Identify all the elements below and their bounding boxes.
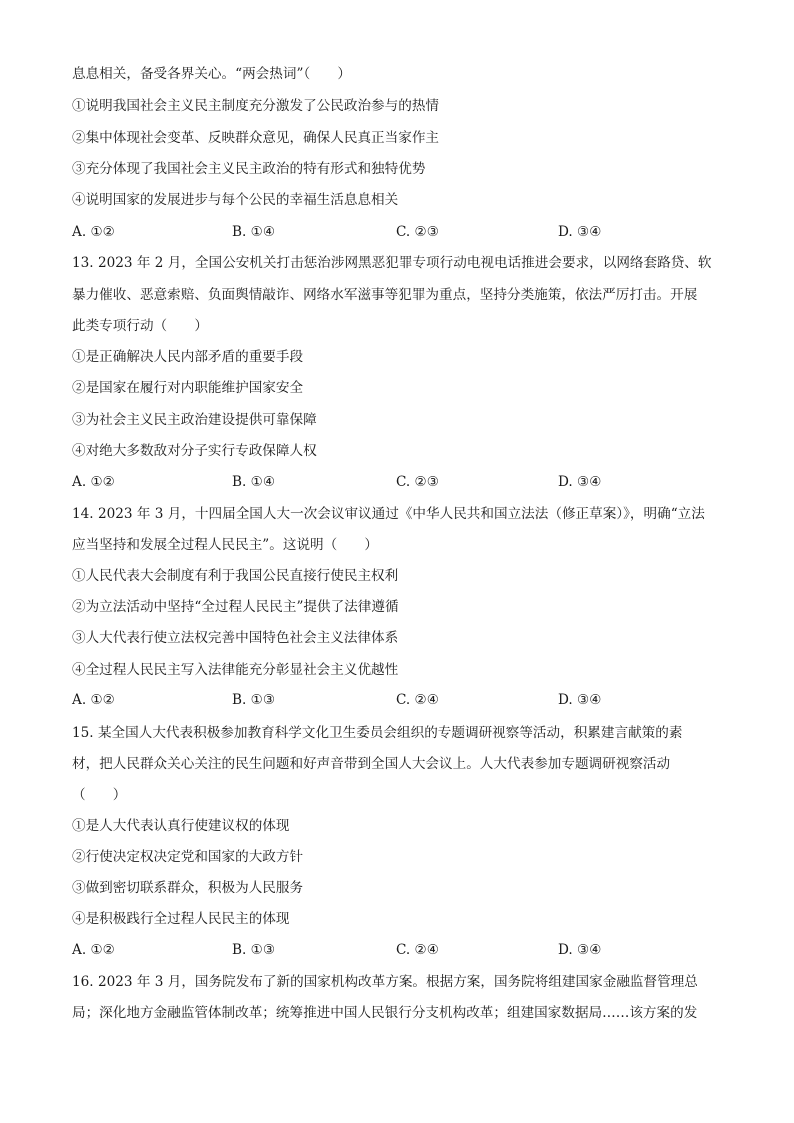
q14-stem-line-1: 14. 2023 年 3 月，十四届全国人大一次会议审议通过《中华人民共和国立法法（修正草案）》，明确“立法	[72, 506, 705, 522]
q14-statement-2: ②为立法活动中坚持“全过程人民民主”提供了法律遵循	[72, 599, 399, 615]
q15-option-d: D. ③④	[558, 942, 602, 958]
q14-statement-4: ④全过程人民民主写入法律能充分彰显社会主义优越性	[72, 662, 399, 678]
q12-statement-2: ②集中体现社会变革、反映群众意见，确保人民真正当家作主	[72, 130, 440, 146]
q13-option-a: A. ①②	[72, 474, 115, 490]
q14-option-d: D. ③④	[558, 692, 602, 708]
q14-stem-line-2: 应当坚持和发展全过程人民民主”。这说明（ ）	[72, 537, 379, 553]
q15-option-a: A. ①②	[72, 942, 115, 958]
q13-stem-line-1: 13. 2023 年 2 月，全国公安机关打击惩治涉网黑恶犯罪专项行动电视电话推进会要求，以网络套路贷、软	[72, 255, 712, 271]
q14-option-a: A. ①②	[72, 692, 115, 708]
q13-statement-3: ③为社会主义民主政治建设提供可靠保障	[72, 412, 317, 428]
q13-statement-1: ①是正确解决人民内部矛盾的重要手段	[72, 349, 304, 365]
q13-stem-line-2: 暴力催收、恶意索赔、负面舆情敲诈、网络水军滋事等犯罪为重点，坚持分类施策，依法严厉打击。开展	[72, 287, 698, 303]
q14-statement-3: ③人大代表行使立法权完善中国特色社会主义法律体系	[72, 630, 399, 646]
q14-statement-1: ①人民代表大会制度有利于我国公民直接行使民主权利	[72, 568, 399, 584]
q12-option-d: D. ③④	[558, 224, 602, 240]
q13-stem-line-3: 此类专项行动（ ）	[72, 318, 208, 334]
q12-statement-3: ③充分体现了我国社会主义民主政治的特有形式和独特优势	[72, 161, 426, 177]
q12-stem-tail: 息息相关，备受各界关心。“两会热词”（ ）	[72, 66, 351, 82]
q15-option-b: B. ①③	[232, 942, 276, 958]
q12-statement-4: ④说明国家的发展进步与每个公民的幸福生活息息相关	[72, 192, 399, 208]
q15-stem-line-2: 材，把人民群众关心关注的民生问题和好声音带到全国人大会议上。人大代表参加专题调研视察活动	[72, 756, 671, 772]
q12-option-b: B. ①④	[232, 224, 276, 240]
q15-statement-3: ③做到密切联系群众，积极为人民服务	[72, 880, 304, 896]
q15-stem-line-3: （ ）	[72, 787, 127, 803]
q16-stem-line-1: 16. 2023 年 3 月，国务院发布了新的国家机构改革方案。根据方案，国务院将组建国家金融监督管理总	[72, 974, 698, 990]
q12-statement-1: ①说明我国社会主义民主制度充分激发了公民政治参与的热情	[72, 98, 440, 114]
q13-statement-2: ②是国家在履行对内职能维护国家安全	[72, 380, 304, 396]
q15-statement-1: ①是人大代表认真行使建议权的体现	[72, 818, 290, 834]
q15-option-c: C. ②④	[396, 942, 439, 958]
q15-stem-line-1: 15. 某全国人大代表积极参加教育科学文化卫生委员会组织的专题调研视察等活动，积累建言献策的素	[72, 725, 683, 741]
q13-option-c: C. ②③	[396, 474, 439, 490]
q15-statement-4: ④是积极践行全过程人民民主的体现	[72, 911, 290, 927]
q12-option-c: C. ②③	[396, 224, 439, 240]
q12-option-a: A. ①②	[72, 224, 115, 240]
q14-option-c: C. ②④	[396, 692, 439, 708]
q15-statement-2: ②行使决定权决定党和国家的大政方针	[72, 849, 304, 865]
q13-option-d: D. ③④	[558, 474, 602, 490]
q16-stem-line-2: 局；深化地方金融监管体制改革；统筹推进中国人民银行分支机构改革；组建国家数据局……该方案的发	[72, 1005, 698, 1021]
q13-option-b: B. ①④	[232, 474, 276, 490]
q13-statement-4: ④对绝大多数敌对分子实行专政保障人权	[72, 443, 317, 459]
q14-option-b: B. ①③	[232, 692, 276, 708]
